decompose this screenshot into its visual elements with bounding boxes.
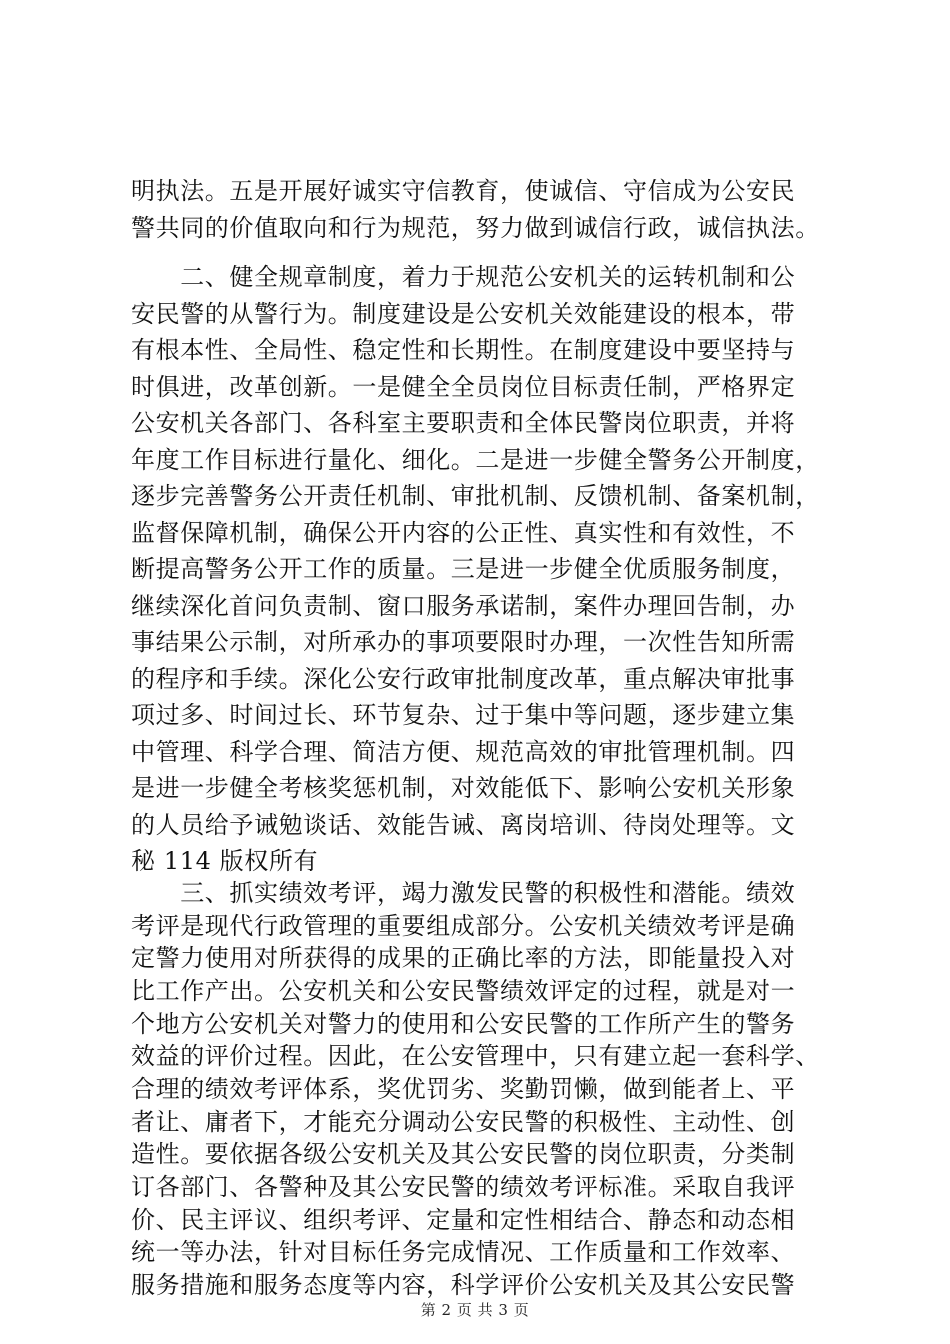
- text-line: 考评是现代行政管理的重要组成部分。公安机关绩效考评是确: [131, 912, 796, 940]
- text-line: 者让、庸者下，才能充分调动公安民警的积极性、主动性、创: [131, 1108, 796, 1136]
- text-line: 项过多、时间过长、环节复杂、过于集中等问题，逐步建立集: [131, 701, 796, 729]
- text-line: 的程序和手续。深化公安行政审批制度改革，重点解决审批事: [131, 665, 796, 693]
- page-footer: 第 2 页 共 3 页: [420, 1301, 530, 1319]
- text-line: 个地方公安机关对警力的使用和公安民警的工作所产生的警务: [131, 1010, 796, 1038]
- text-line: 明执法。五是开展好诚实守信教育，使诚信、守信成为公安民: [131, 177, 796, 205]
- text-line: 有根本性、全局性、稳定性和长期性。在制度建设中要坚持与: [131, 336, 796, 364]
- text-line: 监督保障机制，确保公开内容的公正性、真实性和有效性，不: [131, 519, 796, 547]
- text-line: 三、抓实绩效考评，竭力激发民警的积极性和潜能。绩效: [131, 879, 796, 907]
- text-line: 年度工作目标进行量化、细化。二是进一步健全警务公开制度，: [131, 446, 820, 474]
- text-line: 警共同的价值取向和行为规范，努力做到诚信行政，诚信执法。: [131, 214, 820, 242]
- text-line: 合理的绩效考评体系，奖优罚劣、奖勤罚懒，做到能者上、平: [131, 1075, 796, 1103]
- text-line: 断提高警务公开工作的质量。三是进一步健全优质服务制度，: [131, 555, 796, 583]
- text-line: 时俱进，改革创新。一是健全全员岗位目标责任制，严格界定: [131, 373, 796, 401]
- text-line: 事结果公示制，对所承办的事项要限时办理，一次性告知所需: [131, 628, 796, 656]
- text-line: 是进一步健全考核奖惩机制，对效能低下、影响公安机关形象: [131, 774, 796, 802]
- text-line: 继续深化首问负责制、窗口服务承诺制，案件办理回告制，办: [131, 592, 796, 620]
- text-line: 定警力使用对所获得的成果的正确比率的方法，即能量投入对: [131, 944, 796, 972]
- text-line: 价、民主评议、组织考评、定量和定性相结合、静态和动态相: [131, 1206, 796, 1234]
- text-line: 比工作产出。公安机关和公安民警绩效评定的过程，就是对一: [131, 977, 796, 1005]
- text-line: 公安机关各部门、各科室主要职责和全体民警岗位职责，并将: [131, 409, 796, 437]
- text-line: 的人员给予诫勉谈话、效能告诫、离岗培训、待岗处理等。文: [131, 811, 796, 839]
- text-line: 服务措施和服务态度等内容，科学评价公安机关及其公安民警: [131, 1271, 796, 1299]
- text-line: 造性。要依据各级公安机关及其公安民警的岗位职责，分类制: [131, 1140, 796, 1168]
- text-line: 统一等办法，针对目标任务完成情况、工作质量和工作效率、: [131, 1238, 796, 1266]
- text-line: 逐步完善警务公开责任机制、审批机制、反馈机制、备案机制，: [131, 482, 820, 510]
- text-line: 安民警的从警行为。制度建设是公安机关效能建设的根本，带: [131, 300, 796, 328]
- text-line: 订各部门、各警种及其公安民警的绩效考评标准。采取自我评: [131, 1173, 796, 1201]
- text-line: 秘 114 版权所有: [131, 847, 319, 875]
- text-line: 效益的评价过程。因此，在公安管理中，只有建立起一套科学、: [131, 1042, 820, 1070]
- text-line: 二、健全规章制度，着力于规范公安机关的运转机制和公: [131, 263, 796, 291]
- text-line: 中管理、科学合理、简洁方便、规范高效的审批管理机制。四: [131, 738, 796, 766]
